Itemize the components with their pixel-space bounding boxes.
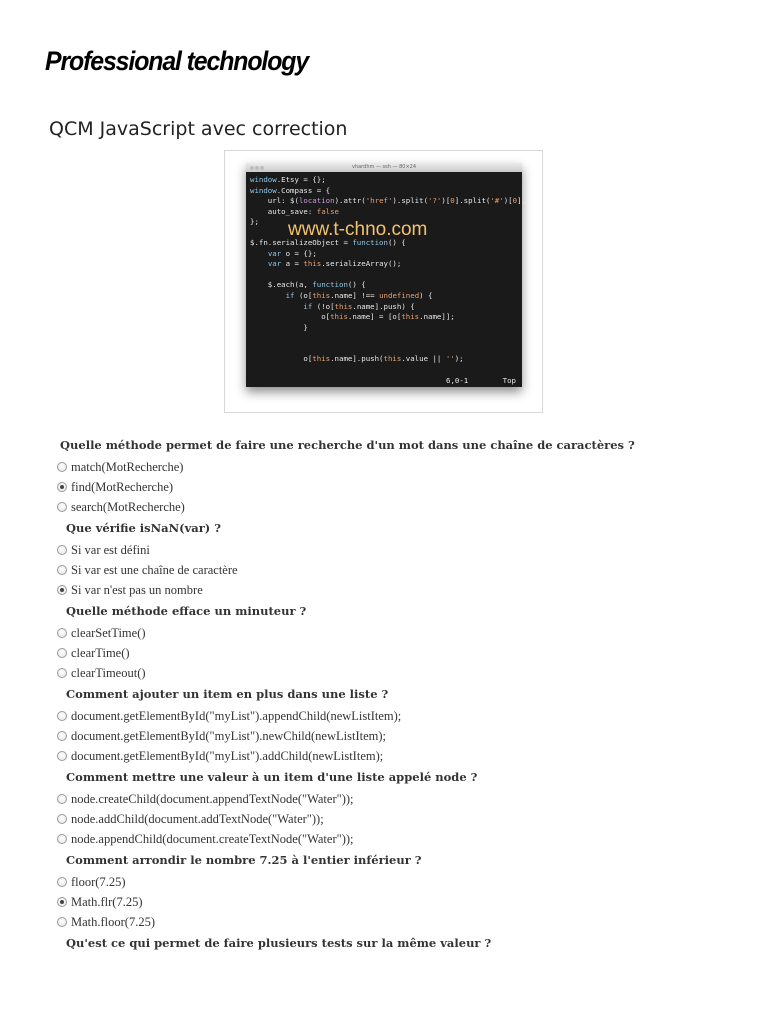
code-token: .name] = [o[ (347, 312, 402, 322)
answer-label[interactable]: node.appendChild(document.createTextNode("Water")); (71, 831, 354, 846)
answer-option[interactable] (57, 643, 757, 663)
answer-option[interactable] (57, 809, 757, 829)
code-token: undefined (379, 291, 420, 301)
code-token: .name] !== (330, 291, 380, 301)
answer-option[interactable] (57, 663, 757, 683)
answer-label[interactable]: clearSetTime() (71, 625, 146, 640)
answer-label[interactable]: document.getElementById("myList").appendChild(newListItem); (71, 708, 402, 723)
code-token: $.each(a, (250, 280, 313, 290)
code-line (250, 291, 433, 300)
radio-button[interactable] (57, 585, 67, 595)
answer-label[interactable]: floor(7.25) (71, 874, 126, 889)
code-block (246, 172, 526, 365)
code-token: window (250, 175, 277, 184)
cursor-position: 6,0-1 (446, 376, 469, 385)
code-token: )[ (503, 196, 513, 206)
code-token: o[ (250, 354, 313, 364)
editor-statusline (246, 374, 522, 387)
answer-option[interactable] (57, 912, 757, 932)
radio-button[interactable] (57, 565, 67, 575)
code-token: false (316, 206, 339, 216)
answer-options (57, 872, 757, 932)
code-token: $.fn.serializeObject = (250, 238, 353, 248)
code-token: this (334, 301, 353, 311)
answer-label[interactable]: node.createChild(document.appendTextNode("Water")); (71, 791, 354, 806)
answer-options (57, 540, 757, 600)
code-token: ], (517, 196, 526, 206)
page-title: QCM JavaScript avec correction (49, 118, 348, 140)
question-text: Quelle méthode efface un minuteur ? (66, 604, 307, 618)
code-token: o[ (250, 312, 331, 322)
answer-option[interactable] (57, 789, 757, 809)
code-token: url: $( (250, 196, 299, 206)
radio-button[interactable] (57, 462, 67, 472)
code-token: '' (445, 354, 455, 364)
code-token: if (285, 291, 295, 301)
code-line (250, 354, 464, 363)
answer-option[interactable] (57, 580, 757, 600)
code-line (250, 312, 455, 321)
code-token: )[ (441, 196, 451, 206)
code-token: a = (281, 259, 304, 269)
answer-option[interactable] (57, 560, 757, 580)
code-token: this (303, 259, 322, 269)
code-token: function (352, 238, 388, 248)
code-token: auto_save: (250, 206, 317, 216)
code-token (250, 249, 268, 258)
answer-option[interactable] (57, 497, 757, 517)
code-line (250, 323, 308, 332)
radio-button[interactable] (57, 877, 67, 887)
answer-option[interactable] (57, 829, 757, 849)
radio-button[interactable] (57, 751, 67, 761)
code-token: (o[ (294, 291, 313, 301)
code-token (250, 302, 303, 311)
code-token: () { (347, 280, 366, 290)
answer-label[interactable]: find(MotRecherche) (71, 479, 174, 494)
question-text: Comment ajouter un item en plus dans une liste ? (66, 687, 389, 701)
code-token: var (267, 259, 282, 269)
answer-label[interactable]: Math.floor(7.25) (71, 914, 156, 929)
answer-options (57, 623, 757, 683)
code-token: 'href' (365, 196, 393, 206)
question-text: Qu'est ce qui permet de faire plusieurs tests sur la même valeur ? (66, 936, 492, 950)
site-brand: Professional technology (45, 46, 309, 76)
code-token: o = {}; (281, 248, 317, 258)
code-token: this (401, 312, 420, 322)
radio-button[interactable] (57, 648, 67, 658)
answer-options (57, 706, 757, 766)
terminal-window (246, 163, 526, 387)
code-token (250, 291, 286, 300)
code-token: this (312, 354, 331, 364)
code-token: ) { (419, 291, 433, 301)
terminal-titlebar (246, 163, 522, 172)
answer-label[interactable]: Si var n'est pas un nombre (71, 582, 203, 597)
answer-label[interactable]: node.addChild(document.addTextNode("Water")); (71, 811, 324, 826)
answer-option[interactable] (57, 726, 757, 746)
code-line (250, 280, 366, 289)
answer-label[interactable]: clearTimeout() (71, 665, 146, 680)
radio-button[interactable] (57, 668, 67, 678)
radio-button[interactable] (57, 897, 67, 907)
watermark: www.t-chno.com (288, 219, 428, 240)
question-text: Comment arrondir le nombre 7.25 à l'entier inférieur ? (66, 853, 422, 867)
answer-label[interactable]: Si var est une chaîne de caractère (71, 562, 238, 577)
radio-button[interactable] (57, 731, 67, 741)
question-text: Que vérifie isNaN(var) ? (66, 521, 221, 535)
quiz (57, 437, 757, 955)
code-token (250, 259, 268, 268)
radio-button[interactable] (57, 917, 67, 927)
answer-options (57, 789, 757, 849)
code-token: '?' (428, 196, 442, 206)
code-token: .serializeArray(); (321, 259, 402, 269)
radio-button[interactable] (57, 502, 67, 512)
code-token: 0 (450, 196, 455, 206)
code-token: }; (250, 217, 259, 227)
code-token: .Etsy = {}; (276, 175, 326, 184)
code-token: function (312, 280, 348, 290)
radio-button[interactable] (57, 814, 67, 824)
code-token: .name].push( (330, 354, 384, 364)
radio-button[interactable] (57, 794, 67, 804)
code-line (250, 186, 330, 195)
question-text: Quelle méthode permet de faire une recherche d'un mot dans une chaîne de caractères ? (60, 438, 635, 452)
answer-option[interactable] (57, 623, 757, 643)
code-token: this (383, 354, 402, 364)
code-token: this (312, 291, 331, 301)
code-token: location (298, 196, 335, 206)
code-line (250, 217, 259, 226)
answer-option[interactable] (57, 872, 757, 892)
code-screenshot-figure (224, 150, 543, 413)
code-token: () { (387, 238, 406, 248)
question-text: Comment mettre une valeur à un item d'une liste appelé node ? (66, 770, 478, 784)
answer-options (57, 457, 757, 517)
code-token: .Compass = { (276, 185, 331, 195)
answer-label[interactable]: Si var est défini (71, 542, 150, 557)
code-line (250, 249, 317, 258)
code-token: var (267, 248, 282, 258)
code-line (250, 207, 339, 216)
answer-option[interactable] (57, 457, 757, 477)
answer-label[interactable]: document.getElementById("myList").addChild(newListItem); (71, 748, 384, 763)
answer-option[interactable] (57, 477, 757, 497)
answer-option[interactable] (57, 892, 757, 912)
answer-label[interactable]: Math.flr(7.25) (71, 894, 143, 909)
code-token: } (250, 322, 308, 332)
answer-label[interactable]: search(MotRecherche) (71, 499, 185, 514)
radio-button[interactable] (57, 545, 67, 555)
answer-option[interactable] (57, 706, 757, 726)
code-token: ); (454, 354, 464, 364)
window-controls-icon (250, 165, 265, 174)
radio-button[interactable] (57, 482, 67, 492)
code-line (250, 302, 415, 311)
code-token: .name]]; (419, 312, 455, 322)
code-token: if (303, 301, 313, 311)
answer-option[interactable] (57, 540, 757, 560)
code-token: ).attr( (334, 196, 366, 206)
terminal-title: vhardhm — ssh — 80×24 (351, 164, 417, 170)
code-token: '#' (490, 196, 504, 206)
radio-button[interactable] (57, 834, 67, 844)
code-token: .value || (401, 354, 446, 364)
code-line (250, 196, 526, 205)
answer-label[interactable]: document.getElementById("myList").newChild(newListItem); (71, 728, 386, 743)
code-token: 0 (512, 196, 518, 206)
code-line (250, 259, 401, 268)
radio-button[interactable] (57, 711, 67, 721)
code-token: .name].push) { (352, 301, 415, 311)
code-line (250, 175, 326, 184)
code-token: ].split( (454, 196, 491, 206)
code-token: ).split( (392, 196, 429, 206)
answer-option[interactable] (57, 746, 757, 766)
code-token: (!o[ (312, 301, 335, 311)
radio-button[interactable] (57, 628, 67, 638)
code-token: window (250, 185, 277, 195)
answer-label[interactable]: match(MotRecherche) (71, 459, 184, 474)
scroll-indicator: Top (502, 376, 516, 385)
answer-label[interactable]: clearTime() (71, 645, 130, 660)
code-token: this (330, 312, 348, 322)
